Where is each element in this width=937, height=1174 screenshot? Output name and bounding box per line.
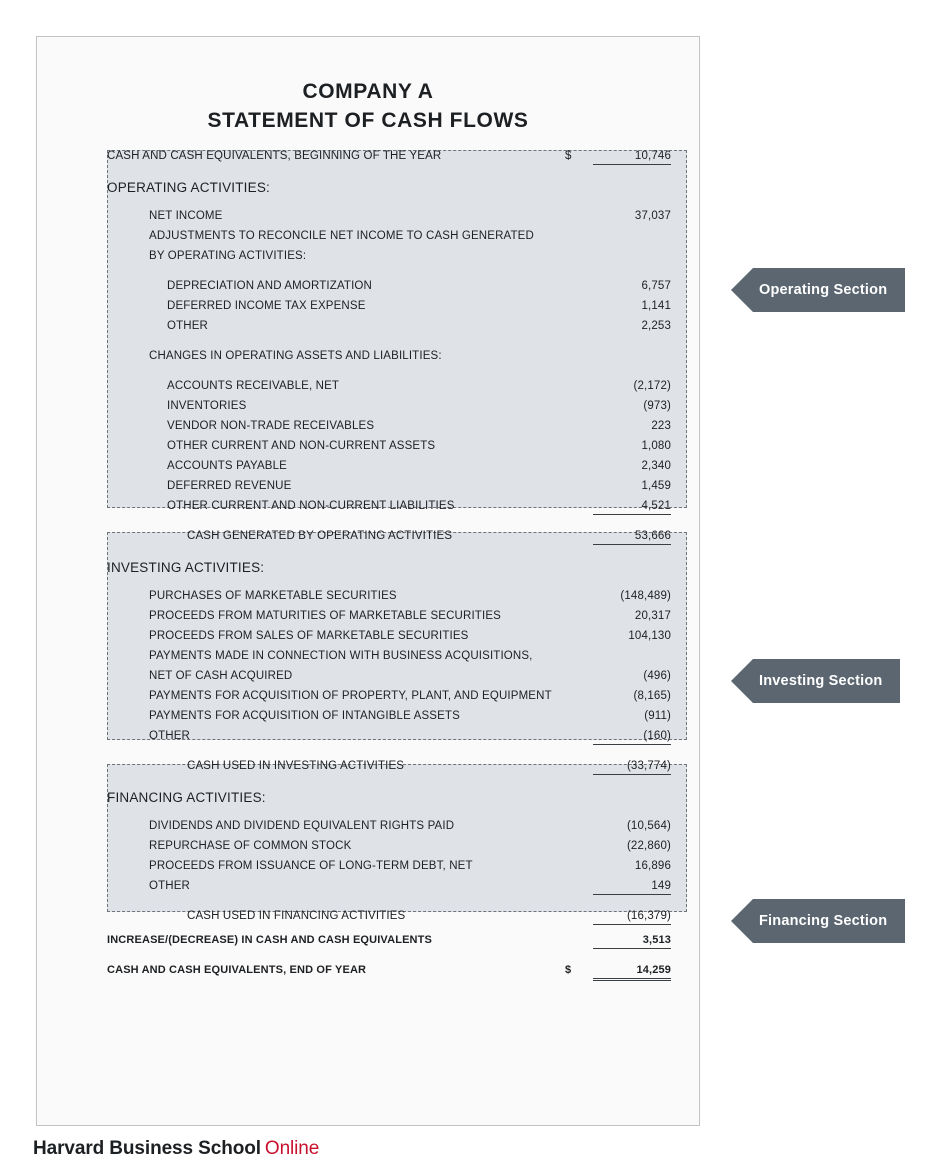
arrow-left-icon — [731, 659, 753, 703]
row-ending-cash — [37, 964, 699, 984]
callout-label: Operating Section — [753, 268, 905, 312]
row-amount: 10,746 — [593, 150, 671, 165]
page-title-statement: STATEMENT OF CASH FLOWS — [207, 109, 529, 132]
row-label: ACCOUNTS PAYABLE — [167, 460, 287, 472]
callout-label: Financing Section — [753, 899, 905, 943]
row-label: NET INCOME — [149, 210, 223, 222]
row-proceeds-maturities — [37, 610, 699, 630]
row-amount: 37,037 — [634, 210, 671, 222]
row-amount: 1,080 — [641, 440, 671, 452]
row-other-adjustments — [37, 320, 699, 340]
statement-body — [37, 150, 699, 984]
section-heading-investing — [37, 560, 699, 584]
row-label: DEFERRED REVENUE — [167, 480, 292, 492]
currency-symbol: $ — [565, 964, 572, 976]
row-amount: (2,172) — [633, 380, 671, 392]
row-amount: (160) — [593, 730, 671, 745]
row-total-investing — [37, 760, 699, 780]
row-label: CASH AND CASH EQUIVALENTS, BEGINNING OF THE YEAR — [107, 150, 442, 162]
row-adjustments-1 — [37, 230, 699, 250]
row-acquisitions-line2 — [37, 670, 699, 690]
row-depreciation — [37, 280, 699, 300]
row-label: CASH USED IN FINANCING ACTIVITIES — [187, 910, 406, 922]
row-amount: 3,513 — [593, 934, 671, 949]
row-long-term-debt — [37, 860, 699, 880]
row-amount: 2,340 — [641, 460, 671, 472]
row-amount: 16,896 — [634, 860, 671, 872]
row-amount: (22,860) — [626, 840, 671, 852]
row-other-investing — [37, 730, 699, 750]
callout-operating-section — [731, 268, 905, 312]
row-net-change-cash — [37, 934, 699, 954]
currency-symbol: $ — [565, 150, 572, 162]
row-amount: 6,757 — [641, 280, 671, 292]
row-label: NET OF CASH ACQUIRED — [149, 670, 293, 682]
row-amount: 4,521 — [593, 500, 671, 515]
row-amount: (911) — [644, 710, 671, 722]
row-label: OTHER — [149, 730, 190, 742]
row-label: CASH GENERATED BY OPERATING ACTIVITIES — [187, 530, 453, 542]
row-repurchase-stock — [37, 840, 699, 860]
row-amount: 104,130 — [628, 630, 671, 642]
row-label: OTHER CURRENT AND NON-CURRENT ASSETS — [167, 440, 436, 452]
row-label: REPURCHASE OF COMMON STOCK — [149, 840, 352, 852]
row-deferred-revenue — [37, 480, 699, 500]
row-label: PROCEEDS FROM ISSUANCE OF LONG-TERM DEBT, NET — [149, 860, 473, 872]
row-other-liabilities — [37, 500, 699, 520]
row-label: OTHER CURRENT AND NON-CURRENT LIABILITIES — [167, 500, 455, 512]
row-net-income — [37, 210, 699, 230]
row-label: OTHER — [167, 320, 208, 332]
row-label: PAYMENTS FOR ACQUISITION OF PROPERTY, PLANT, AND EQUIPMENT — [149, 690, 552, 702]
row-amount: (973) — [643, 400, 671, 412]
row-amount: 53,666 — [593, 530, 671, 545]
row-amount: 2,253 — [641, 320, 671, 332]
arrow-left-icon — [731, 899, 753, 943]
row-amount: 20,317 — [634, 610, 671, 622]
row-vendor-receivables — [37, 420, 699, 440]
row-label: ADJUSTMENTS TO RECONCILE NET INCOME TO CASH GENERATED — [149, 230, 534, 242]
row-label: PROCEEDS FROM SALES OF MARKETABLE SECURITIES — [149, 630, 469, 642]
brand-name: Harvard Business School — [33, 1138, 261, 1159]
row-amount: 149 — [593, 880, 671, 895]
row-changes-heading — [37, 350, 699, 370]
callout-label: Investing Section — [753, 659, 900, 703]
row-label: INCREASE/(DECREASE) IN CASH AND CASH EQUIVALENTS — [107, 934, 433, 946]
row-amount: (16,379) — [593, 910, 671, 925]
row-opening-cash — [37, 150, 699, 170]
row-label: DEFERRED INCOME TAX EXPENSE — [167, 300, 366, 312]
row-label: DEPRECIATION AND AMORTIZATION — [167, 280, 372, 292]
row-other-assets — [37, 440, 699, 460]
row-amount: (33,774) — [593, 760, 671, 775]
row-label: PAYMENTS MADE IN CONNECTION WITH BUSINESS ACQUISITIONS, — [149, 650, 533, 662]
row-amount: 1,141 — [641, 300, 671, 312]
row-amount: 223 — [651, 420, 671, 432]
row-amount: (496) — [643, 670, 671, 682]
section-heading-label: FINANCING ACTIVITIES: — [107, 790, 266, 805]
section-heading-financing — [37, 790, 699, 814]
row-adjustments-2 — [37, 250, 699, 270]
row-inventories — [37, 400, 699, 420]
row-ppe-acquisition — [37, 690, 699, 710]
row-label: PURCHASES OF MARKETABLE SECURITIES — [149, 590, 397, 602]
row-label: CASH USED IN INVESTING ACTIVITIES — [187, 760, 405, 772]
row-intangibles-acquisition — [37, 710, 699, 730]
row-accounts-payable — [37, 460, 699, 480]
row-total-financing — [37, 910, 699, 930]
row-amount: (10,564) — [626, 820, 671, 832]
row-label: BY OPERATING ACTIVITIES: — [149, 250, 307, 262]
row-accounts-receivable — [37, 380, 699, 400]
row-label: OTHER — [149, 880, 190, 892]
row-label: INVENTORIES — [167, 400, 247, 412]
brand-product: Online — [264, 1138, 320, 1159]
section-heading-operating — [37, 180, 699, 204]
footer-logo — [33, 1138, 319, 1160]
page-title-company: COMPANY A — [302, 80, 434, 103]
row-deferred-tax — [37, 300, 699, 320]
row-purchases-marketable — [37, 590, 699, 610]
section-heading-label: INVESTING ACTIVITIES: — [107, 560, 265, 575]
row-label: VENDOR NON-TRADE RECEIVABLES — [167, 420, 375, 432]
callout-financing-section — [731, 899, 905, 943]
row-label: PROCEEDS FROM MATURITIES OF MARKETABLE SECURITIES — [149, 610, 501, 622]
row-proceeds-sales — [37, 630, 699, 650]
row-other-financing — [37, 880, 699, 900]
row-dividends-paid — [37, 820, 699, 840]
row-label: CASH AND CASH EQUIVALENTS, END OF YEAR — [107, 964, 367, 976]
arrow-left-icon — [731, 268, 753, 312]
row-amount: 1,459 — [641, 480, 671, 492]
row-label: ACCOUNTS RECEIVABLE, NET — [167, 380, 340, 392]
row-amount: (148,489) — [620, 590, 671, 602]
row-amount: (8,165) — [633, 690, 671, 702]
row-label: PAYMENTS FOR ACQUISITION OF INTANGIBLE ASSETS — [149, 710, 460, 722]
section-heading-label: OPERATING ACTIVITIES: — [107, 180, 270, 195]
row-acquisitions-line1 — [37, 650, 699, 670]
row-amount: 14,259 — [593, 964, 671, 981]
row-total-operating — [37, 530, 699, 550]
callout-investing-section — [731, 659, 900, 703]
statement-card — [36, 36, 700, 1126]
row-label: DIVIDENDS AND DIVIDEND EQUIVALENT RIGHTS PAID — [149, 820, 455, 832]
row-label: CHANGES IN OPERATING ASSETS AND LIABILITIES: — [149, 350, 442, 362]
